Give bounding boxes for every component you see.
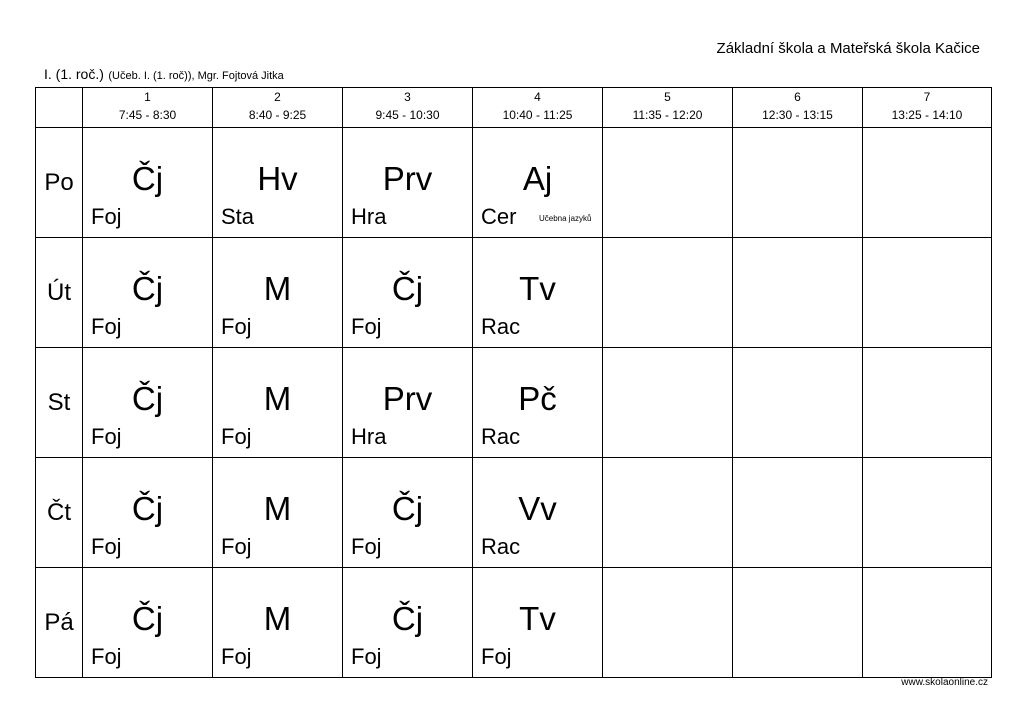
period-header <box>343 88 473 128</box>
empty-slot <box>863 348 991 457</box>
lesson <box>343 238 472 347</box>
empty-slot <box>733 348 862 457</box>
lesson <box>83 348 212 457</box>
lesson-subject: Čj <box>131 600 164 637</box>
lesson <box>83 568 212 677</box>
empty-cell <box>733 568 863 678</box>
lesson-cell <box>213 568 343 678</box>
lesson-cell <box>83 348 213 458</box>
period-number: 7 <box>923 90 931 104</box>
lesson-teacher: Foj <box>91 644 122 669</box>
empty-cell <box>863 238 992 348</box>
lesson-cell <box>473 238 603 348</box>
empty-slot <box>863 458 991 567</box>
class-subtitle: (Učeb. I. (1. roč)), Mgr. Fojtová Jitka <box>108 70 284 82</box>
lesson-cell <box>343 458 473 568</box>
lesson-subject: Čj <box>131 380 164 417</box>
lesson-cell <box>473 458 603 568</box>
empty-slot <box>863 568 991 677</box>
lesson <box>473 458 602 567</box>
lesson-subject: Prv <box>382 380 433 417</box>
lesson-teacher: Foj <box>351 314 382 339</box>
day-row <box>36 128 992 238</box>
empty-slot <box>733 128 862 237</box>
day-label: Čt <box>36 458 83 568</box>
lesson-subject: M <box>263 380 292 417</box>
empty-cell <box>603 568 733 678</box>
lesson-cell <box>83 238 213 348</box>
lesson <box>83 458 212 567</box>
empty-cell <box>733 128 863 238</box>
empty-slot <box>733 458 862 567</box>
empty-cell <box>733 348 863 458</box>
lesson-teacher: Foj <box>221 314 252 339</box>
lesson-cell <box>343 568 473 678</box>
lesson <box>213 568 342 677</box>
period-header <box>473 88 603 128</box>
footer-url: www.skolaonline.cz <box>901 677 988 688</box>
lesson-subject: M <box>263 270 292 307</box>
lesson-subject: Čj <box>391 490 424 527</box>
empty-cell <box>863 348 992 458</box>
lesson-subject: Čj <box>131 160 164 197</box>
period-header <box>603 88 733 128</box>
empty-cell <box>603 238 733 348</box>
lesson-teacher: Rac <box>481 534 521 559</box>
empty-slot <box>863 128 991 237</box>
empty-cell <box>733 458 863 568</box>
lesson-teacher: Hra <box>351 204 387 229</box>
lesson-cell <box>213 238 343 348</box>
day-label: St <box>36 348 83 458</box>
period-number: 6 <box>794 90 801 104</box>
lesson-subject: M <box>263 600 292 637</box>
lesson-subject: Čj <box>131 490 164 527</box>
empty-slot <box>603 128 732 237</box>
period-header <box>863 88 992 128</box>
day-row <box>36 238 992 348</box>
class-header <box>44 66 284 84</box>
period-time: 7:45 - 8:30 <box>118 108 177 122</box>
timetable <box>35 87 992 678</box>
lesson <box>213 458 342 567</box>
period-number: 1 <box>144 90 151 104</box>
lesson-cell <box>213 348 343 458</box>
empty-cell <box>603 348 733 458</box>
lesson-teacher: Foj <box>91 534 122 559</box>
lesson-teacher: Foj <box>91 204 122 229</box>
class-title: I. (1. roč.) <box>44 66 104 82</box>
lesson-subject: Aj <box>522 160 553 197</box>
lesson <box>213 348 342 457</box>
lesson <box>473 128 602 237</box>
lesson-teacher: Foj <box>221 534 252 559</box>
period-header <box>83 88 213 128</box>
empty-slot <box>603 348 732 457</box>
lesson-cell <box>343 128 473 238</box>
empty-slot <box>603 458 732 567</box>
lesson-cell <box>83 458 213 568</box>
day-row <box>36 348 992 458</box>
period-time: 11:35 - 12:20 <box>632 108 703 122</box>
lesson-teacher: Foj <box>351 644 382 669</box>
lesson-cell <box>213 458 343 568</box>
lesson-teacher: Foj <box>91 424 122 449</box>
lesson-teacher: Foj <box>91 314 122 339</box>
lesson-subject: Pč <box>518 380 557 417</box>
lesson-teacher: Foj <box>221 424 252 449</box>
lesson-cell <box>83 128 213 238</box>
lesson <box>83 128 212 237</box>
lesson-cell <box>343 348 473 458</box>
lesson-teacher: Cer <box>481 204 517 229</box>
lesson-teacher: Hra <box>351 424 387 449</box>
empty-cell <box>863 458 992 568</box>
empty-slot <box>733 568 862 677</box>
empty-cell <box>733 238 863 348</box>
period-number: 5 <box>664 90 671 104</box>
corner-cell <box>36 88 83 128</box>
lesson <box>343 568 472 677</box>
empty-slot <box>863 238 991 347</box>
lesson <box>343 458 472 567</box>
period-time: 8:40 - 9:25 <box>248 108 307 122</box>
lesson-subject: Čj <box>131 270 164 307</box>
period-time: 13:25 - 14:10 <box>891 108 963 122</box>
lesson-cell <box>83 568 213 678</box>
school-name: Základní škola a Mateřská škola Kačice <box>716 40 980 57</box>
empty-cell <box>603 128 733 238</box>
period-header <box>213 88 343 128</box>
lesson-cell <box>473 128 603 238</box>
period-time: 12:30 - 13:15 <box>762 108 833 122</box>
lesson-subject: Prv <box>382 160 433 197</box>
lesson-room: Učebna jazyků <box>539 214 592 223</box>
day-row <box>36 568 992 678</box>
lesson-subject: Čj <box>391 600 424 637</box>
lesson-subject: Vv <box>518 490 557 527</box>
lesson-cell <box>213 128 343 238</box>
lesson-subject: Tv <box>519 270 556 307</box>
day-label: Pá <box>36 568 83 678</box>
lesson-cell <box>473 568 603 678</box>
lesson-subject: M <box>263 490 292 527</box>
period-time: 9:45 - 10:30 <box>375 108 440 122</box>
period-number: 2 <box>274 90 281 104</box>
lesson-cell <box>473 348 603 458</box>
lesson <box>473 238 602 347</box>
lesson <box>83 238 212 347</box>
lesson <box>473 348 602 457</box>
period-time: 10:40 - 11:25 <box>502 108 573 122</box>
lesson <box>473 568 602 677</box>
lesson <box>213 128 342 237</box>
lesson-teacher: Foj <box>351 534 382 559</box>
empty-slot <box>603 238 732 347</box>
lesson-teacher: Foj <box>481 644 512 669</box>
lesson <box>213 238 342 347</box>
period-header-row <box>36 88 992 128</box>
period-header <box>733 88 863 128</box>
lesson-subject: Tv <box>519 600 556 637</box>
period-number: 4 <box>534 90 541 104</box>
period-number: 3 <box>404 90 411 104</box>
empty-slot <box>603 568 732 677</box>
lesson-cell <box>343 238 473 348</box>
day-row <box>36 458 992 568</box>
lesson-teacher: Foj <box>221 644 252 669</box>
lesson-subject: Čj <box>391 270 424 307</box>
day-label: Út <box>36 238 83 348</box>
empty-cell <box>603 458 733 568</box>
lesson-teacher: Rac <box>481 314 521 339</box>
lesson-teacher: Sta <box>221 204 255 229</box>
empty-cell <box>863 128 992 238</box>
day-label: Po <box>36 128 83 238</box>
lesson-teacher: Rac <box>481 424 521 449</box>
empty-slot <box>733 238 862 347</box>
lesson <box>343 128 472 237</box>
lesson-subject: Hv <box>257 160 298 197</box>
empty-cell <box>863 568 992 678</box>
lesson <box>343 348 472 457</box>
